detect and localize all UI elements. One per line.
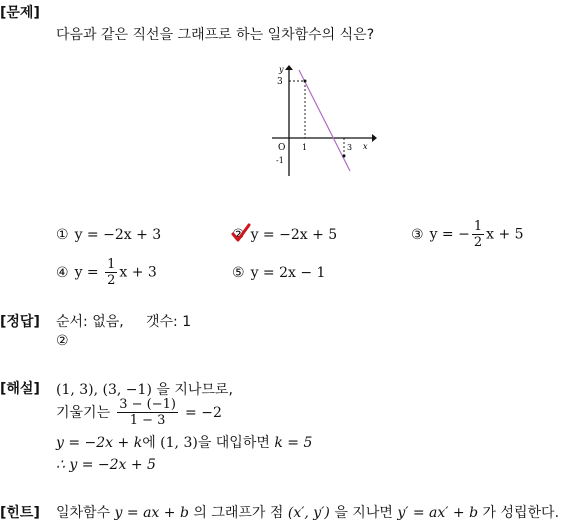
choice-1-expr: y = −2x + 3 — [74, 227, 162, 243]
y-axis-arrow — [285, 65, 293, 70]
x-axis-arrow — [372, 134, 377, 142]
choice-1[interactable] — [56, 227, 161, 243]
choice-4-suffix: x + 3 — [119, 264, 157, 281]
choice-4[interactable] — [56, 257, 157, 288]
origin-label: O — [278, 143, 286, 153]
choice-3-prefix: y = − — [429, 226, 470, 243]
solution-line-2: 기울기는 $\frac{3 - (-1)}{1 - 3}$ = −2 — [56, 397, 222, 428]
answer-label: [정답] — [0, 314, 40, 330]
choice-3[interactable] — [411, 219, 524, 250]
choice-2-expr: y = −2x + 5 — [250, 227, 338, 243]
function-line — [299, 70, 353, 171]
answer-value: ② — [56, 333, 69, 349]
answer-order: 순서: 없음, — [56, 314, 124, 330]
point-1-3 — [304, 80, 307, 83]
choice-4-number: ④ — [56, 264, 69, 281]
problem-label: [문제] — [0, 5, 40, 21]
choice-5[interactable] — [232, 265, 325, 281]
x-axis-label: x — [363, 142, 368, 151]
x-tick-3: 3 — [347, 143, 353, 152]
solution-line-3: y = −2x + k에 (1, 3)을 대입하면 k = 5 — [56, 435, 313, 451]
choice-5-expr: y = 2x − 1 — [250, 265, 326, 281]
choice-3-suffix: x + 5 — [486, 226, 524, 243]
solution-line-1: (1, 3), (3, −1) 을 지나므로, — [56, 382, 233, 398]
choice-2[interactable] — [232, 227, 337, 243]
choice-4-prefix: y = — [74, 264, 104, 281]
problem-question: 다음과 같은 직선을 그래프로 하는 일차함수의 식은? — [56, 27, 375, 43]
slope-fraction: $\frac{3 - (-1)}{1 - 3}$ — [119, 397, 176, 428]
hint-text: 일차함수 y = ax + b 의 그래프가 점 (x′, y′) 을 지나면 y′ = ax′ + b 가 성립한다. — [56, 505, 560, 521]
hint-label: [힌트] — [0, 505, 40, 521]
point-3-neg1 — [343, 155, 346, 158]
x-tick-1: 1 — [302, 143, 308, 152]
y-tick-neg1: -1 — [276, 156, 284, 165]
choice-5-number: ⑤ — [232, 265, 245, 281]
choice-2-number: ② — [232, 227, 245, 243]
y-axis-label: y — [279, 65, 284, 74]
choice-1-number: ① — [56, 227, 69, 243]
answer-count: 갯수: 1 — [146, 314, 192, 330]
solution-label: [해설] — [0, 381, 40, 397]
function-graph — [268, 60, 378, 180]
y-tick-3: 3 — [277, 77, 283, 87]
solution-line-4: ∴ y = −2x + 5 — [56, 457, 156, 473]
choice-3-fraction: $\frac{1}{2}$ — [473, 219, 483, 250]
choice-4-fraction: $\frac{1}{2}$ — [107, 257, 116, 288]
checkmark-icon — [231, 223, 251, 243]
choice-3-number: ③ — [411, 226, 424, 243]
